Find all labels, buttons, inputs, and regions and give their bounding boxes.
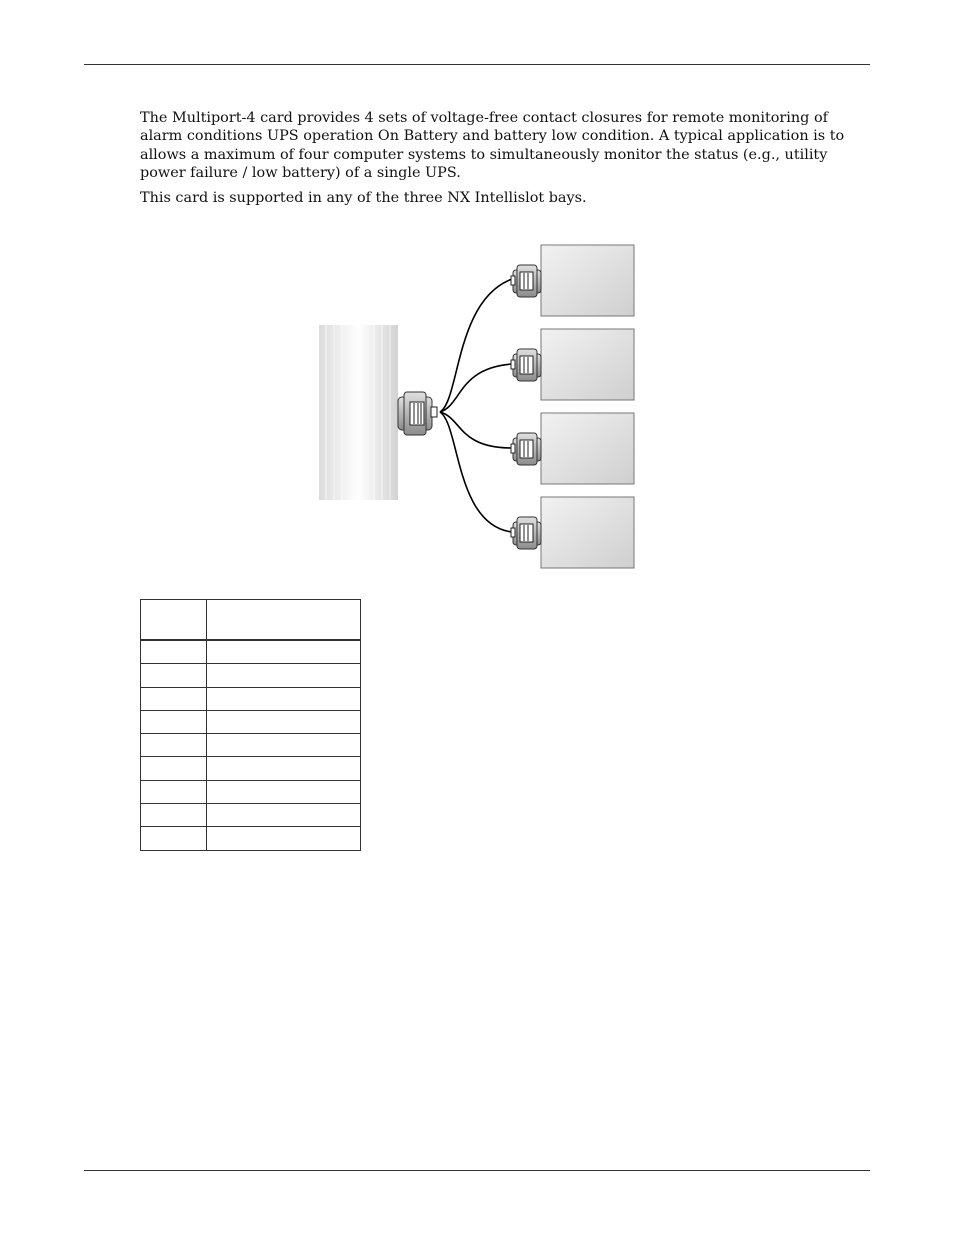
table-row: [141, 664, 361, 687]
table-cell: [207, 710, 361, 733]
computer-box: [541, 245, 634, 316]
computer-box: [541, 497, 634, 568]
ups-unit: [319, 325, 398, 500]
table-cell: [207, 780, 361, 803]
table-cell: [207, 687, 361, 710]
table-cell: [141, 664, 207, 687]
table-row: [141, 734, 361, 757]
computer-box: [541, 413, 634, 484]
table-header-row: [141, 600, 361, 641]
cables: [440, 279, 512, 532]
table-row: [141, 757, 361, 780]
table-row: [141, 710, 361, 733]
table-row: [141, 780, 361, 803]
header-rule: [84, 64, 870, 65]
table-row: [141, 687, 361, 710]
table-cell: [207, 734, 361, 757]
computer-connector: [511, 265, 541, 297]
table-cell: [141, 710, 207, 733]
table-cell: [141, 757, 207, 780]
table-header-cell: [141, 600, 207, 641]
table-cell: [141, 780, 207, 803]
table-row: [141, 827, 361, 850]
pin-assignment-table: [140, 599, 361, 851]
table-header-cell: [207, 600, 361, 641]
table-cell: [141, 687, 207, 710]
table-cell: [141, 827, 207, 850]
computer-connector: [511, 433, 541, 465]
table-cell: [141, 804, 207, 827]
table-cell: [207, 827, 361, 850]
table-cell: [141, 640, 207, 664]
table-cell: [207, 804, 361, 827]
table-cell: [207, 757, 361, 780]
table-row: [141, 640, 361, 664]
support-paragraph: This card is supported in any of the three NX Intellislot bays.: [140, 190, 587, 206]
table-cell: [141, 734, 207, 757]
intro-paragraph: The Multiport-4 card provides 4 sets of voltage-free contact closures for remote monitoring of alarm conditions UPS operation On Battery and battery low condition. A typical application is to allows a maximum of four computer systems to simultaneously monitor the status (e.g., utility power failure / low battery) of a single UPS.: [140, 110, 845, 181]
table-cell: [207, 664, 361, 687]
computer-connector: [511, 517, 541, 549]
computer-box: [541, 329, 634, 400]
main-connector: [398, 392, 437, 435]
multiport-connection-diagram: [300, 235, 640, 575]
table-row: [141, 804, 361, 827]
footer-rule: [84, 1170, 870, 1171]
computer-connector: [511, 349, 541, 381]
table-cell: [207, 640, 361, 664]
